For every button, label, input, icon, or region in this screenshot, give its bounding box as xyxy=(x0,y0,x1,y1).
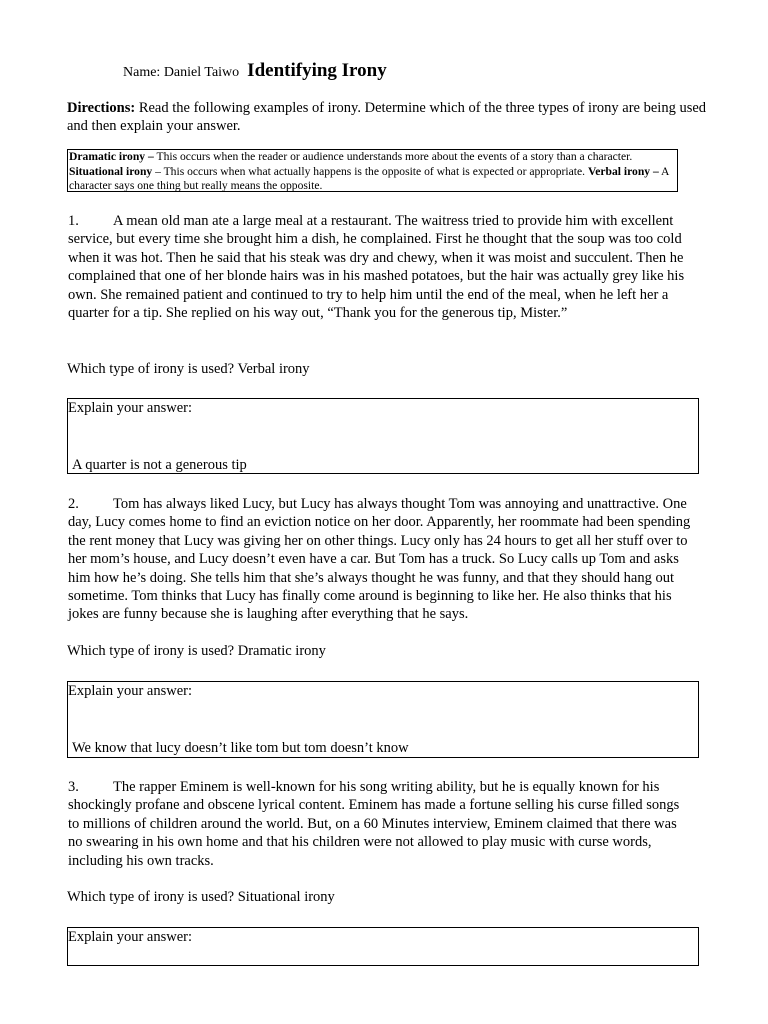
explain-label: Explain your answer: xyxy=(68,683,193,699)
question-1-answer-box[interactable] xyxy=(67,398,699,474)
header xyxy=(123,60,387,82)
question-3-answer-box[interactable] xyxy=(67,927,699,966)
dramatic-irony-label: Dramatic irony – xyxy=(69,150,154,163)
question-1-passage xyxy=(68,212,692,322)
directions-text: Read the following examples of irony. Determine which of the three types of irony are being used and then explain your answer. xyxy=(67,100,707,134)
dramatic-irony-definition: This occurs when the reader or audience understands more about the events of a story than a character. xyxy=(153,150,633,163)
question-2-prompt: Which type of irony is used? Dramatic irony xyxy=(67,643,326,659)
question-2-text: Tom has always liked Lucy, but Lucy has always thought Tom was annoying and unattractive. One day, Lucy comes home to find an eviction notice on her door. Apparently, her roommate had been spending the rent money that Lucy was giving her on other things. Lucy only has 24 hours to get all her stuff over to her mom’s house, and Lucy doesn’t even have a car. But Tom has a truck. So Lucy calls up Tom and asks him how he’s doing. She tells him that she’s always thought he was funny, and that they should hang out sometime. Tom thinks that Lucy has finally come around is beginning to like her. He also thinks that his jokes are funny because she is laughing after everything that he says. xyxy=(68,496,691,623)
directions xyxy=(67,99,707,135)
question-1-text: A mean old man ate a large meal at a restaurant. The waitress tried to provide him with excellent service, but every time she brought him a dish, he complained. First he thought that the soup was too cold when it was hot. Then he said that his steak was dry and chewy, when it was moist and succulent. Then he complained that one of her blonde hairs was in his mashed potatoes, but the hair was actually grey like his own. She remained patient and continued to try to help him until the end of the meal, when he left her a quarter for a tip. She replied on his way out, “Thank you for the generous tip, Mister.” xyxy=(68,213,685,322)
verbal-irony-definition: A character says one thing but really means the opposite. xyxy=(69,164,669,192)
question-1-answer: A quarter is not a generous tip xyxy=(72,457,247,473)
irony-definitions-box xyxy=(67,149,678,192)
student-name: Name: Daniel Taiwo xyxy=(123,65,240,80)
page-title: Identifying Irony xyxy=(247,60,387,81)
question-3-passage xyxy=(68,778,692,870)
question-2-number: 2. xyxy=(68,496,79,512)
question-1-prompt: Which type of irony is used? Verbal irony xyxy=(67,361,310,377)
question-2-answer-box[interactable] xyxy=(67,681,699,758)
explain-label: Explain your answer: xyxy=(68,929,193,945)
question-1-number: 1. xyxy=(68,213,79,229)
question-2-answer: We know that lucy doesn’t like tom but tom doesn’t know xyxy=(72,740,409,756)
directions-label: Directions: xyxy=(67,100,136,116)
question-3-number: 3. xyxy=(68,779,79,795)
situational-irony-definition: – This occurs when what actually happens is the opposite of what is expected or appropriate. xyxy=(152,164,588,178)
verbal-irony-label: Verbal irony – xyxy=(587,164,659,178)
question-3-prompt: Which type of irony is used? Situational irony xyxy=(67,889,335,905)
explain-label: Explain your answer: xyxy=(68,400,193,416)
question-2-passage xyxy=(68,495,692,624)
situational-irony-label: Situational irony xyxy=(69,164,153,178)
question-3-text: The rapper Eminem is well-known for his song writing ability, but he is equally known for his shockingly profane and obscene lyrical content. Eminem has made a fortune selling his curse filled songs to millions of children around the world. But, on a 60 Minutes interview, Eminem claimed that there was no swearing in his own home and that his children were not allowed to play music with curse words, including his own tracks. xyxy=(68,779,680,869)
